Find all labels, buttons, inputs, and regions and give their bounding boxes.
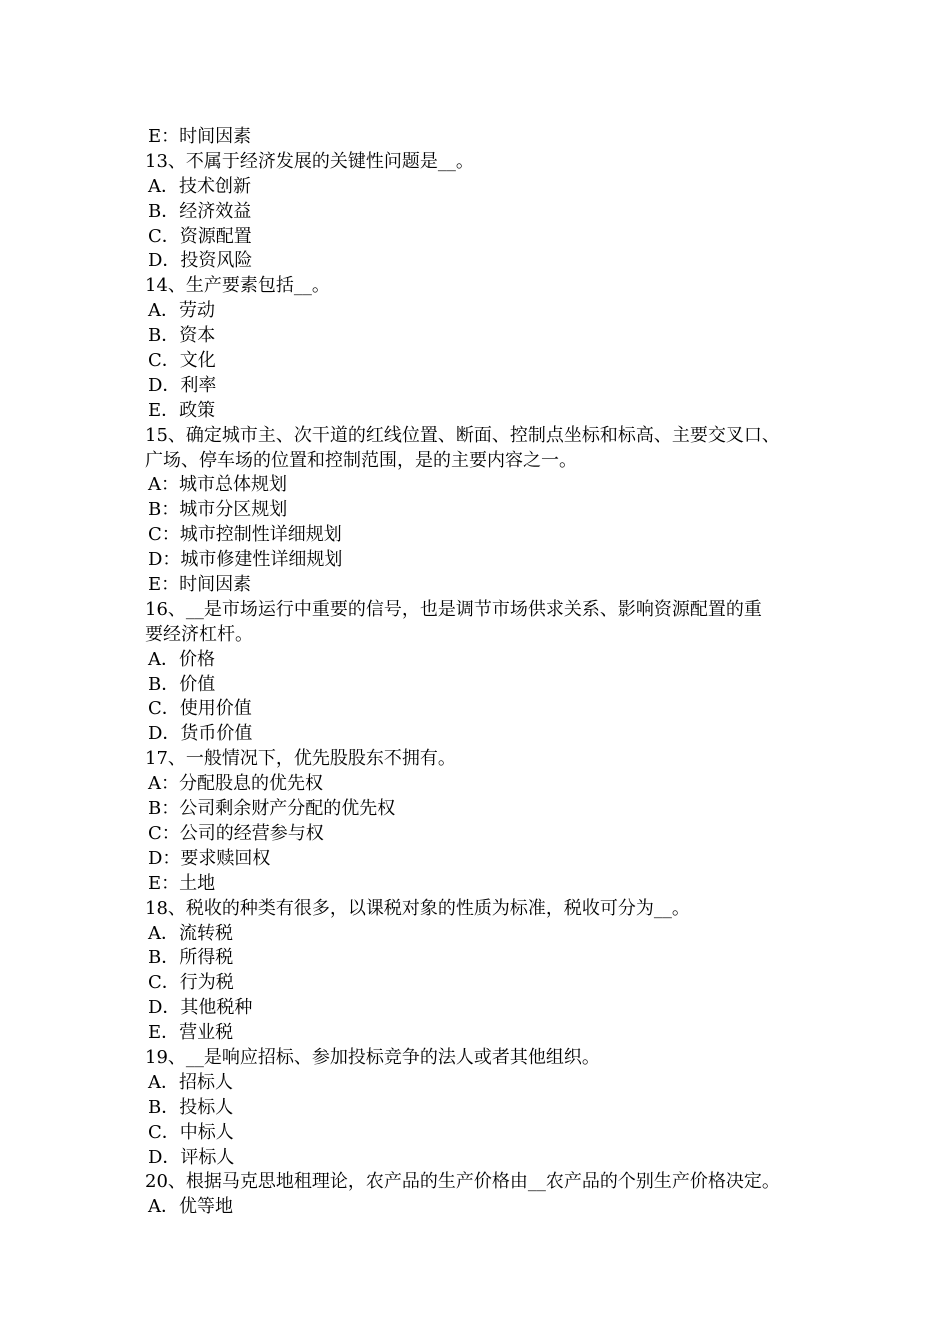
answer-option-line: D．货币价值 xyxy=(148,723,253,745)
answer-option-line: B．经济效益 xyxy=(148,200,252,222)
answer-option-line: B．价值 xyxy=(148,673,216,695)
question-line: 广场、停车场的位置和控制范围，是的主要内容之一。 xyxy=(145,449,577,471)
answer-option-line: C：公司的经营参与权 xyxy=(148,822,324,844)
answer-option-line: E．政策 xyxy=(148,399,216,421)
answer-option-line: E：时间因素 xyxy=(148,574,252,596)
answer-option-line: D．利率 xyxy=(148,374,217,396)
answer-option-line: D：要求赎回权 xyxy=(148,847,271,869)
answer-option-line: D．投资风险 xyxy=(148,250,253,272)
question-line: 16、__是市场运行中重要的信号，也是调节市场供求关系、影响资源配置的重 xyxy=(145,598,762,620)
answer-option-line: A．价格 xyxy=(148,648,215,670)
question-line: 14、生产要素包括__。 xyxy=(145,275,330,297)
answer-option-line: C．行为税 xyxy=(148,972,234,994)
question-line: 20、根据马克思地租理论，农产品的生产价格由__农产品的个别生产价格决定。 xyxy=(145,1171,780,1193)
answer-option-line: C．文化 xyxy=(148,350,216,372)
question-line: 17、一般情况下，优先股股东不拥有。 xyxy=(145,748,456,770)
answer-option-line: B．所得税 xyxy=(148,947,234,969)
question-line: 19、__是响应招标、参加投标竞争的法人或者其他组织。 xyxy=(145,1046,600,1068)
answer-option-line: A：分配股息的优先权 xyxy=(148,773,323,795)
answer-option-line: C．中标人 xyxy=(148,1121,234,1143)
question-line: 要经济杠杆。 xyxy=(145,623,253,645)
answer-option-line: C．资源配置 xyxy=(148,225,252,247)
answer-option-line: A：城市总体规划 xyxy=(148,474,287,496)
answer-option-line: A．优等地 xyxy=(148,1196,233,1218)
answer-option-line: B：城市分区规划 xyxy=(148,499,288,521)
question-line: 18、税收的种类有很多，以课税对象的性质为标准，税收可分为__。 xyxy=(145,897,690,919)
document-body xyxy=(145,125,825,1220)
answer-option-line: A．流转税 xyxy=(148,922,233,944)
answer-option-line: A．招标人 xyxy=(148,1071,233,1093)
answer-option-line: D：城市修建性详细规划 xyxy=(148,549,343,571)
answer-option-line: B：公司剩余财产分配的优先权 xyxy=(148,798,396,820)
answer-option-line: C：城市控制性详细规划 xyxy=(148,524,342,546)
answer-option-line: C．使用价值 xyxy=(148,698,252,720)
question-line: 15、确定城市主、次干道的红线位置、断面、控制点坐标和标高、主要交叉口、 xyxy=(145,424,780,446)
answer-option-line: A．劳动 xyxy=(148,300,215,322)
answer-option-line: A．技术创新 xyxy=(148,175,251,197)
answer-option-line: E：时间因素 xyxy=(148,126,252,147)
answer-option-line: B．投标人 xyxy=(148,1096,234,1118)
answer-option-line: D．其他税种 xyxy=(148,997,253,1019)
answer-option-line: B．资本 xyxy=(148,325,216,347)
answer-option-line: E：土地 xyxy=(148,872,216,894)
question-line: 13、不属于经济发展的关键性问题是__。 xyxy=(145,150,474,172)
answer-option-line: D．评标人 xyxy=(148,1146,235,1168)
answer-option-line: E．营业税 xyxy=(148,1022,234,1044)
